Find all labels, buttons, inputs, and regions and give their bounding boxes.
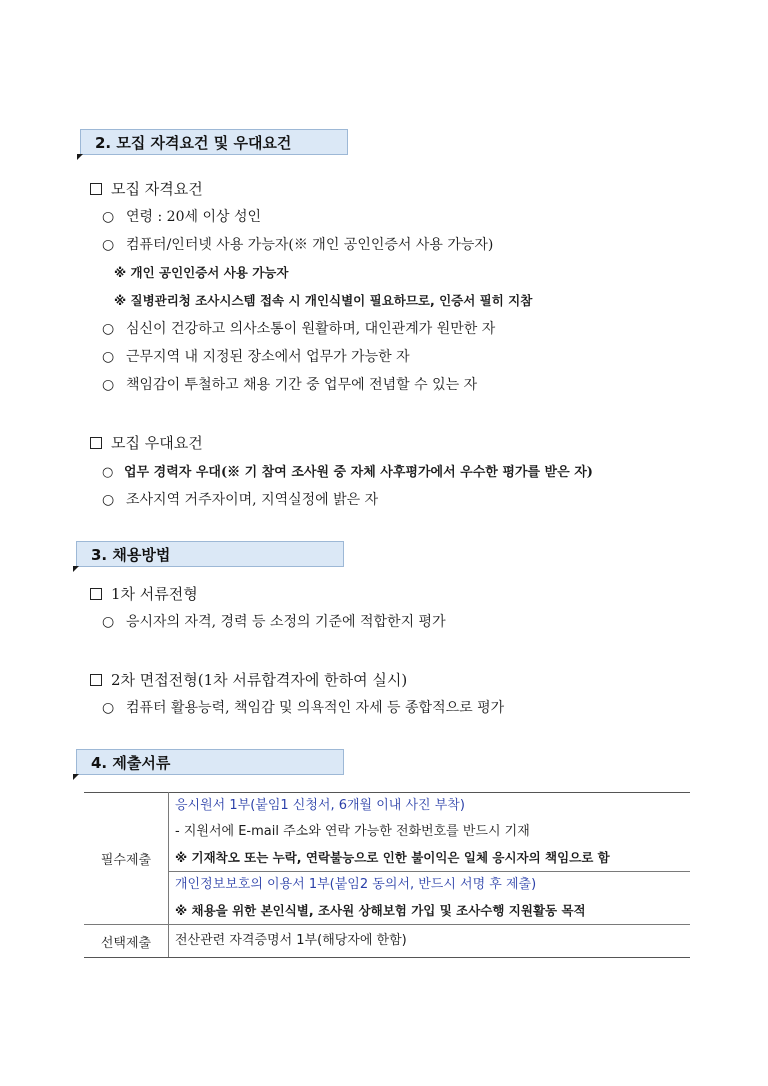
list-item: ○ 컴퓨터/인터넷 사용 가능자(※ 개인 공인인증서 사용 가능자) <box>102 237 494 253</box>
table-row <box>84 898 690 925</box>
note-certificate: ※ 개인 공인인증서 사용 가능자 <box>114 265 289 280</box>
step2-heading: 2차 면접전형(1차 서류합격자에 한하여 실시) <box>90 669 407 690</box>
certificate-line: 전산관련 자격증명서 1부(해당자에 한함) <box>175 933 407 948</box>
header-corner-mark <box>77 154 83 160</box>
table-cell <box>169 793 691 820</box>
table-cell <box>169 872 691 899</box>
table-row <box>84 845 690 872</box>
section-2-title: 2. 모집 자격요건 및 우대요건 <box>95 134 292 152</box>
contact-instruction-line: - 지원서에 E-mail 주소와 연락 가능한 전화번호를 반드시 기재 <box>175 824 530 839</box>
section-3-header <box>76 541 344 567</box>
section-4-header <box>76 749 344 775</box>
header-corner-mark <box>73 566 79 572</box>
privacy-consent-line: 개인정보보호의 이용서 1부(붙임2 동의서, 반드시 서명 후 제출) <box>175 877 537 892</box>
list-item: ○ 컴퓨터 활용능력, 책임감 및 의욕적인 자세 등 종합적으로 평가 <box>102 700 505 716</box>
table-row <box>84 925 690 958</box>
checkbox-square-icon <box>90 437 102 449</box>
application-form-line: 응시원서 1부(붙임1 신청서, 6개월 이내 사진 부착) <box>175 798 465 813</box>
list-item: ○ 응시자의 자격, 경력 등 소정의 기준에 적합한지 평가 <box>102 614 446 630</box>
list-item: ○ 연령 : 20세 이상 성인 <box>102 209 261 225</box>
requirements-heading: 모집 자격요건 <box>90 178 203 199</box>
responsibility-note: ※ 기재착오 또는 누락, 연락불능으로 인한 불이익은 일체 응시자의 책임으로 함 <box>175 850 610 865</box>
checkbox-square-icon <box>90 588 102 600</box>
required-label: 필수제출 <box>84 793 169 925</box>
documents-table <box>84 792 690 958</box>
list-item: ○ 업무 경력자 우대(※ 기 참여 조사원 중 자체 사후평가에서 우수한 평가를 받은 자) <box>102 465 593 480</box>
table-cell <box>169 898 691 925</box>
list-item: ○ 심신이 건강하고 의사소통이 원활하며, 대인관계가 원만한 자 <box>102 321 496 337</box>
section-2-header <box>80 129 348 155</box>
list-item: ○ 조사지역 거주자이며, 지역실정에 밝은 자 <box>102 492 379 508</box>
preference-heading: 모집 우대요건 <box>90 432 203 453</box>
table-cell <box>169 845 691 872</box>
header-corner-mark <box>73 774 79 780</box>
note-kdca-system: ※ 질병관리청 조사시스템 접속 시 개인식별이 필요하므로, 인증서 필히 지참 <box>114 293 533 308</box>
table-row <box>84 793 690 820</box>
table-row <box>84 819 690 845</box>
table-cell <box>169 819 691 845</box>
checkbox-square-icon <box>90 674 102 686</box>
step1-heading: 1차 서류전형 <box>90 583 198 604</box>
section-4-title: 4. 제출서류 <box>91 754 171 772</box>
purpose-note: ※ 채용을 위한 본인식별, 조사원 상해보험 가입 및 조사수행 지원활동 목적 <box>175 903 586 918</box>
table-row <box>84 872 690 899</box>
table-cell <box>169 925 691 958</box>
checkbox-square-icon <box>90 183 102 195</box>
list-item: ○ 책임감이 투철하고 채용 기간 중 업무에 전념할 수 있는 자 <box>102 377 478 393</box>
optional-label: 선택제출 <box>84 925 169 958</box>
list-item: ○ 근무지역 내 지정된 장소에서 업무가 가능한 자 <box>102 349 410 365</box>
section-3-title: 3. 채용방법 <box>91 546 171 564</box>
